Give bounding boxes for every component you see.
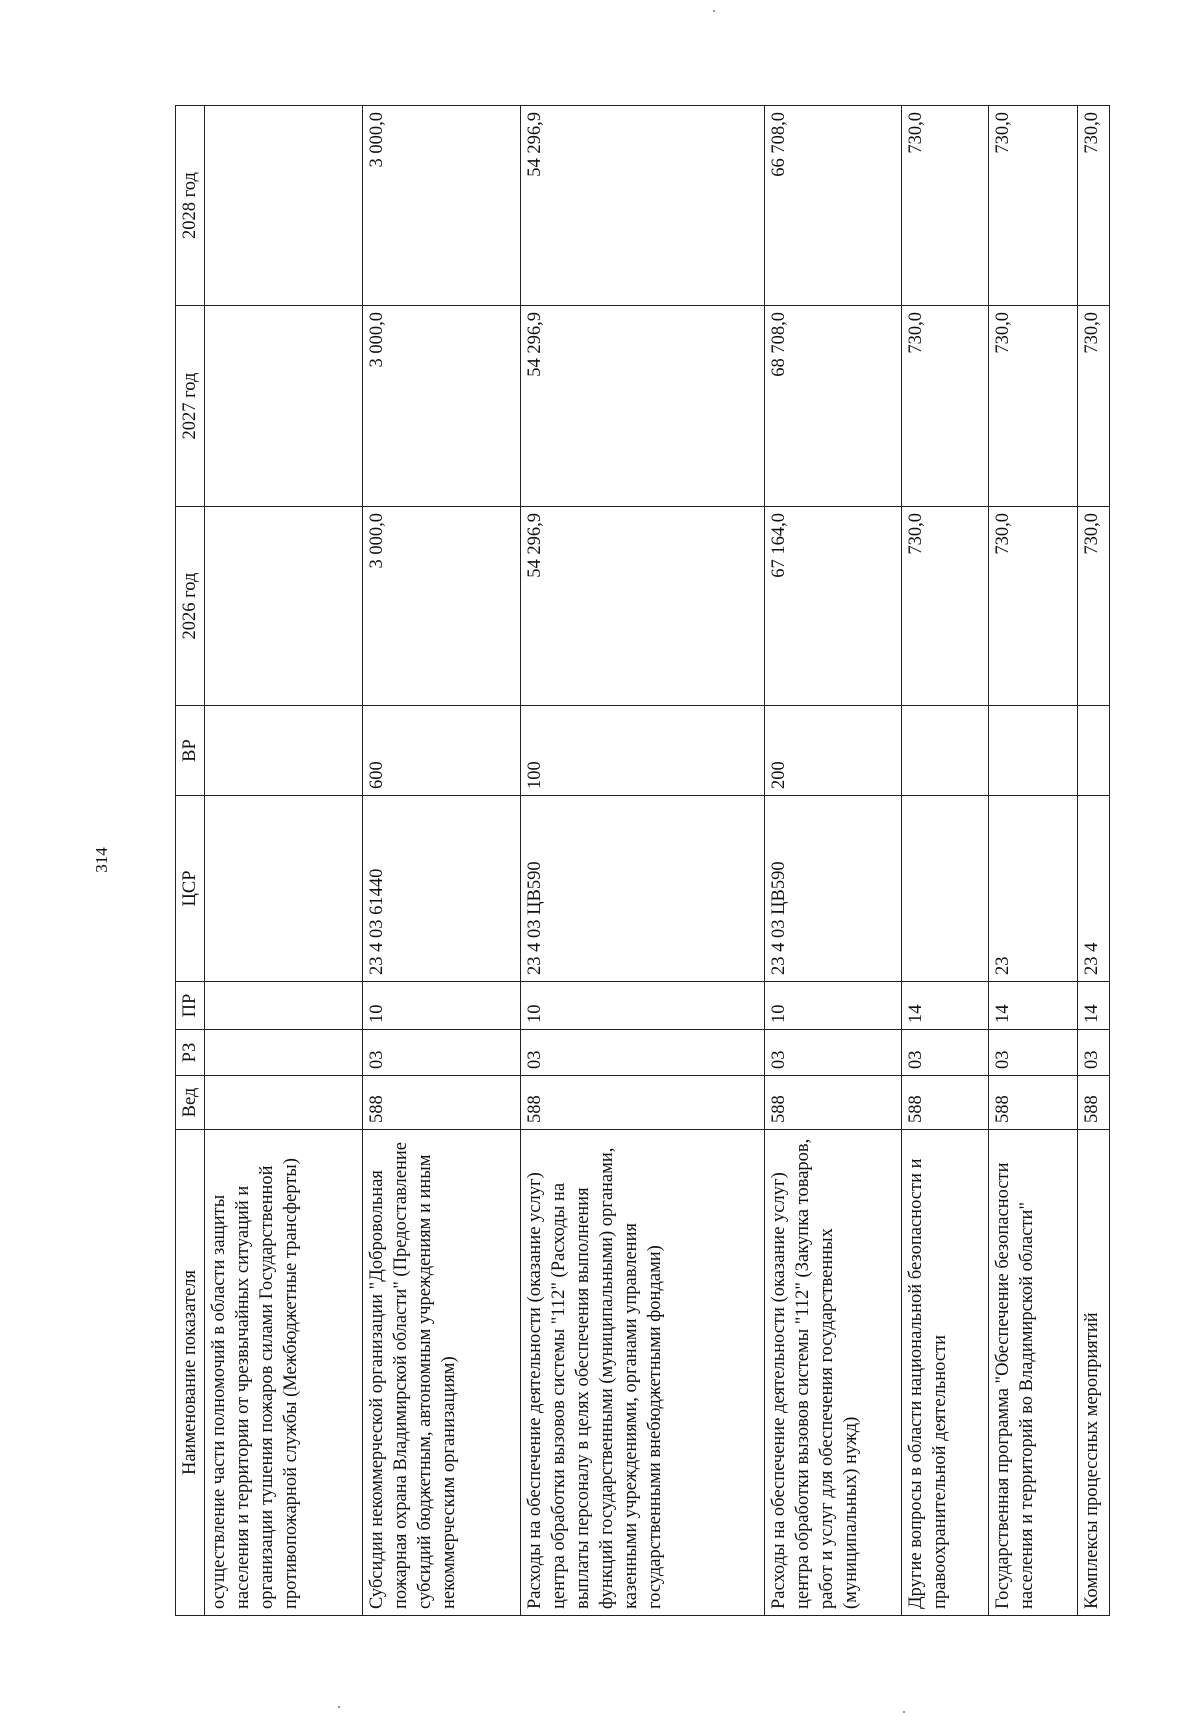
- cell-vr: [1078, 706, 1110, 796]
- scan-speck: [338, 1706, 340, 1708]
- table-row: [901, 106, 988, 1616]
- cell-2026: 67 164,0: [764, 507, 901, 706]
- cell-2027: 3 000,0: [362, 306, 520, 507]
- cell-csr: 23 4 03 ЦВ590: [764, 796, 901, 982]
- cell-2026: 730,0: [1078, 507, 1110, 706]
- header-2026: 2026 год: [176, 507, 205, 706]
- page-number: 314: [92, 847, 111, 873]
- cell-2028: [205, 106, 363, 306]
- cell-pr: [205, 982, 363, 1030]
- cell-pr: 14: [988, 982, 1077, 1030]
- cell-vr: [205, 706, 363, 796]
- cell-ved: [205, 1076, 363, 1130]
- cell-vr: 100: [520, 706, 764, 796]
- cell-2026: [205, 507, 363, 706]
- rotated-table-wrapper: [175, 106, 1110, 1616]
- cell-rz: 03: [362, 1030, 520, 1076]
- cell-name: Другие вопросы в области национальной безопасности и правоохранительной деятельности: [901, 1130, 988, 1616]
- cell-csr: [205, 796, 363, 982]
- cell-pr: 14: [901, 982, 988, 1030]
- cell-2026: 730,0: [988, 507, 1077, 706]
- table-row: [362, 106, 520, 1616]
- table-row: [764, 106, 901, 1616]
- cell-rz: 03: [764, 1030, 901, 1076]
- cell-ved: 588: [988, 1076, 1077, 1130]
- cell-rz: 03: [901, 1030, 988, 1076]
- cell-2027: 730,0: [1078, 306, 1110, 507]
- cell-csr: [901, 796, 988, 982]
- cell-rz: 03: [988, 1030, 1077, 1076]
- cell-rz: 03: [1078, 1030, 1110, 1076]
- scan-speck: [903, 1711, 905, 1713]
- cell-csr: 23: [988, 796, 1077, 982]
- cell-2027: 68 708,0: [764, 306, 901, 507]
- cell-vr: 200: [764, 706, 901, 796]
- cell-2027: [205, 306, 363, 507]
- table-row: [205, 106, 363, 1616]
- cell-csr: 23 4: [1078, 796, 1110, 982]
- header-2027: 2027 год: [176, 306, 205, 507]
- table-row: [1078, 106, 1110, 1616]
- cell-ved: 588: [764, 1076, 901, 1130]
- table-row: [988, 106, 1077, 1616]
- cell-name: Расходы на обеспечение деятельности (оказание услуг) центра обработки вызовов системы "112" (Закупка товаров, работ и услуг для обеспечения государственных (муниципальных) нужд): [764, 1130, 901, 1616]
- cell-2026: 3 000,0: [362, 507, 520, 706]
- cell-vr: [901, 706, 988, 796]
- header-ved: Вед: [176, 1076, 205, 1130]
- header-csr: ЦСР: [176, 796, 205, 982]
- cell-name: Государственная программа "Обеспечение безопасности населения и территорий во Владимирской области": [988, 1130, 1077, 1616]
- cell-rz: 03: [520, 1030, 764, 1076]
- cell-name: Комплексы процессных мероприятий: [1078, 1130, 1110, 1616]
- header-row: [176, 106, 205, 1616]
- cell-2028: 54 296,9: [520, 106, 764, 306]
- cell-rz: [205, 1030, 363, 1076]
- header-pr: ПР: [176, 982, 205, 1030]
- cell-2026: 54 296,9: [520, 507, 764, 706]
- header-rz: РЗ: [176, 1030, 205, 1076]
- cell-2028: 730,0: [988, 106, 1077, 306]
- cell-ved: 588: [1078, 1076, 1110, 1130]
- cell-vr: [988, 706, 1077, 796]
- cell-2027: 54 296,9: [520, 306, 764, 507]
- cell-ved: 588: [362, 1076, 520, 1130]
- cell-2028: 66 708,0: [764, 106, 901, 306]
- cell-ved: 588: [520, 1076, 764, 1130]
- cell-pr: 10: [520, 982, 764, 1030]
- cell-pr: 14: [1078, 982, 1110, 1030]
- cell-name: Расходы на обеспечение деятельности (оказание услуг) центра обработки вызовов системы "112" (Расходы на выплаты персоналу в целях обеспечения выполнения функций государственными (муниципальными) органами, казенными учреждениями, органами управления государственными внебюджетными фондами): [520, 1130, 764, 1616]
- cell-name: осуществление части полномочий в области защиты населения и территории от чрезвычайных ситуаций и организации тушения пожаров силами Государственной противопожарной службы (Межбюджетные трансферты): [205, 1130, 363, 1616]
- cell-2028: 730,0: [901, 106, 988, 306]
- cell-2028: 730,0: [1078, 106, 1110, 306]
- cell-2028: 3 000,0: [362, 106, 520, 306]
- cell-pr: 10: [764, 982, 901, 1030]
- header-name: Наименование показателя: [176, 1130, 205, 1616]
- budget-table: [175, 105, 1110, 1616]
- header-vr: ВР: [176, 706, 205, 796]
- cell-csr: 23 4 03 ЦВ590: [520, 796, 764, 982]
- cell-vr: 600: [362, 706, 520, 796]
- cell-pr: 10: [362, 982, 520, 1030]
- cell-name: Субсидии некоммерческой организации "Добровольная пожарная охрана Владимирской области" (Предоставление субсидий бюджетным, автономным учреждениям и иным некоммерческим организациям): [362, 1130, 520, 1616]
- scan-speck: [713, 10, 715, 12]
- table-row: [520, 106, 764, 1616]
- cell-2027: 730,0: [988, 306, 1077, 507]
- cell-2026: 730,0: [901, 507, 988, 706]
- header-2028: 2028 год: [176, 106, 205, 306]
- cell-2027: 730,0: [901, 306, 988, 507]
- cell-csr: 23 4 03 61440: [362, 796, 520, 982]
- cell-ved: 588: [901, 1076, 988, 1130]
